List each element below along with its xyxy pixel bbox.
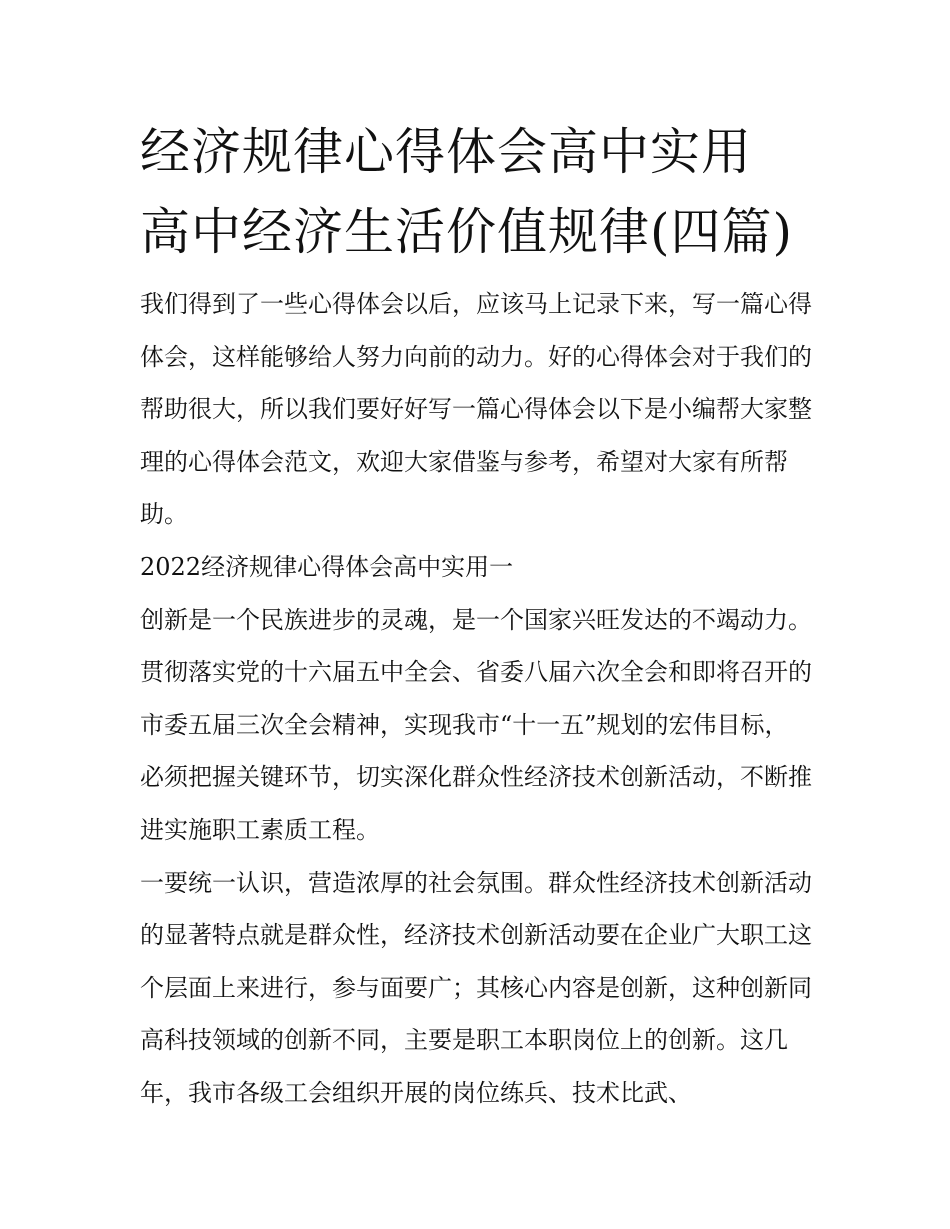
document-title: 经济规律心得体会高中实用 高中经济生活价值规律(四篇) xyxy=(140,123,794,261)
body-paragraph-2: 一要统一认识，营造浓厚的社会氛围。群众性经济技术创新活动的显著特点就是群众性，经济技术创新活动要在企业广大职工这个层面上来进行，参与面要广；其核心内容是创新，这种创新同高科技领域的创新不同，主要是职工本职岗位上的创新。这几年，我市各级工会组织开展的岗位练兵、技术比武、 xyxy=(140,868,812,1107)
body-paragraph-1: 创新是一个民族进步的灵魂，是一个国家兴旺发达的不竭动力。贯彻落实党的十六届五中全会、省委八届六次全会和即将召开的市委五届三次全会精神，实现我市“十一五”规划的宏伟目标，必须把握关键环节，切实深化群众性经济技术创新活动，不断推进实施职工素质工程。 xyxy=(140,605,812,844)
section-heading: 2022经济规律心得体会高中实用一 xyxy=(140,552,514,581)
intro-paragraph: 我们得到了一些心得体会以后，应该马上记录下来，写一篇心得体会，这样能够给人努力向前的动力。好的心得体会对于我们的帮助很大，所以我们要好好写一篇心得体会以下是小编帮大家整理的心得体会范文，欢迎大家借鉴与参考，希望对大家有所帮助。 xyxy=(140,290,812,529)
document-page xyxy=(140,112,812,1120)
